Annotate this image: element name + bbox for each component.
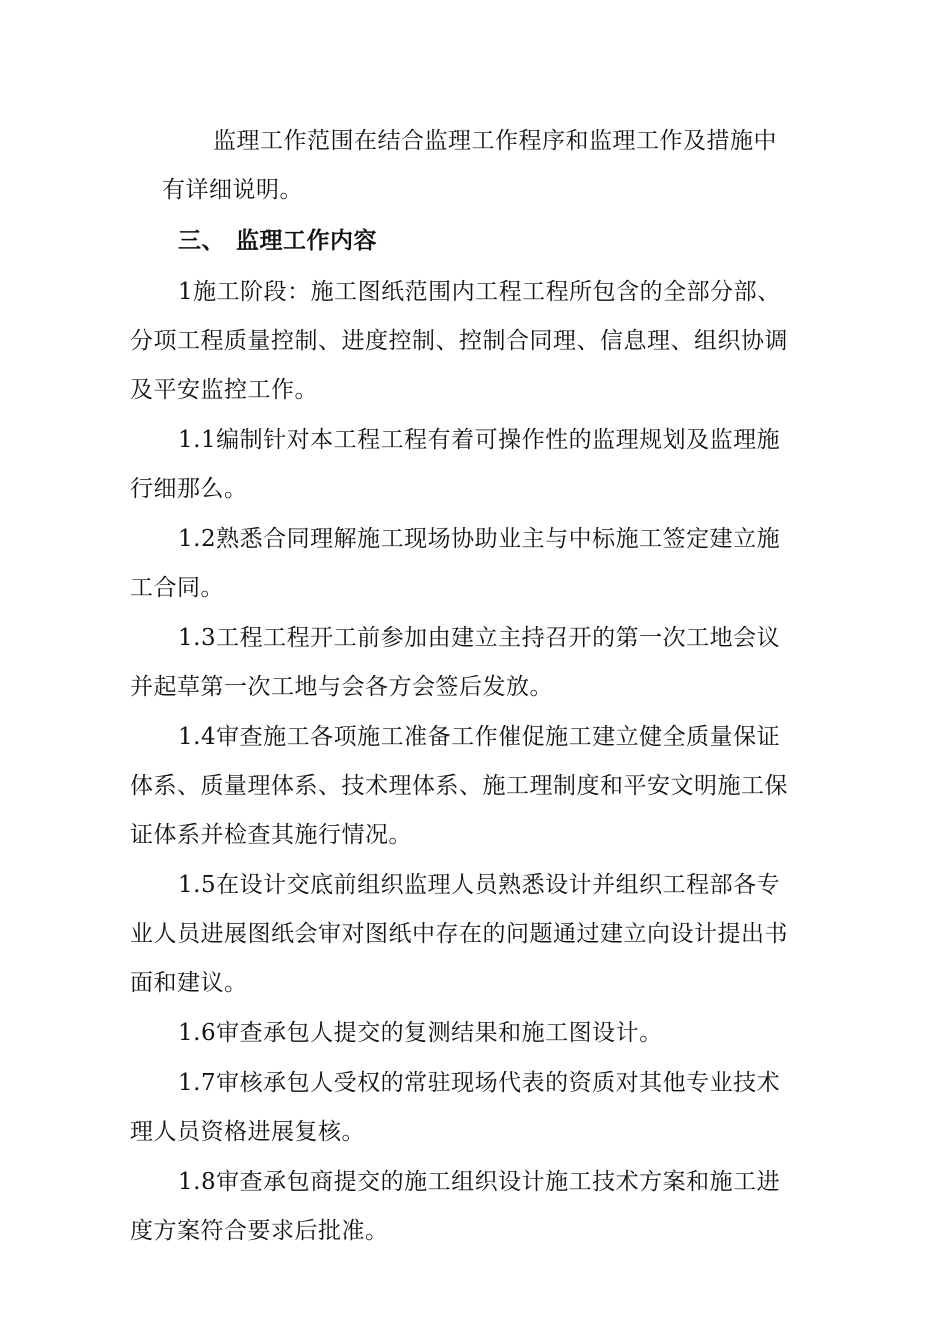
item-1-7-line-2: 理人员资格进展复核。 — [130, 1119, 365, 1145]
item-1-line-1: 1施工阶段：施工图纸范围内工程工程所包含的全部分部、 — [178, 279, 781, 305]
item-1-line-2: 分项工程质量控制、进度控制、控制合同理、信息理、组织协调 — [130, 328, 788, 354]
item-1-2-line-2: 工合同。 — [130, 575, 224, 601]
item-1-8-line-2: 度方案符合要求后批准。 — [130, 1218, 389, 1244]
item-1-8-line-1: 1.8审查承包商提交的施工组织设计施工技术方案和施工进 — [178, 1169, 781, 1195]
item-1-4-line-2: 体系、质量理体系、技术理体系、施工理制度和平安文明施工保 — [130, 773, 788, 799]
intro-line-2: 有详细说明。 — [162, 177, 303, 203]
item-1-3-line-2: 并起草第一次工地与会各方会签后发放。 — [130, 674, 553, 700]
item-1-3-line-1: 1.3工程工程开工前参加由建立主持召开的第一次工地会议 — [178, 625, 781, 651]
item-1-5-line-1: 1.5在设计交底前组织监理人员熟悉设计并组织工程部各专 — [178, 872, 781, 898]
item-1-1-line-2: 行细那么。 — [130, 476, 248, 502]
item-1-4-line-1: 1.4审查施工各项施工准备工作催促施工建立健全质量保证 — [178, 724, 781, 750]
section-heading — [178, 226, 377, 256]
item-1-4-line-3: 证体系并检查其施行情况。 — [130, 822, 412, 848]
item-1-6-line-1: 1.6审查承包人提交的复测结果和施工图设计。 — [178, 1020, 663, 1046]
section-title: 监理工作内容 — [236, 227, 377, 254]
item-1-line-3: 及平安监控工作。 — [130, 377, 318, 403]
item-1-5-line-3: 面和建议。 — [130, 970, 248, 996]
item-1-2-line-1: 1.2熟悉合同理解施工现场协助业主与中标施工签定建立施 — [178, 526, 781, 552]
item-1-5-line-2: 业人员进展图纸会审对图纸中存在的问题通过建立向设计提出书 — [130, 921, 788, 947]
intro-line-1: 监理工作范围在结合监理工作程序和监理工作及措施中 — [213, 128, 777, 154]
item-1-7-line-1: 1.7审核承包人受权的常驻现场代表的资质对其他专业技术 — [178, 1070, 781, 1096]
section-number: 三、 — [178, 227, 225, 254]
item-1-1-line-1: 1.1编制针对本工程工程有着可操作性的监理规划及监理施 — [178, 427, 781, 453]
